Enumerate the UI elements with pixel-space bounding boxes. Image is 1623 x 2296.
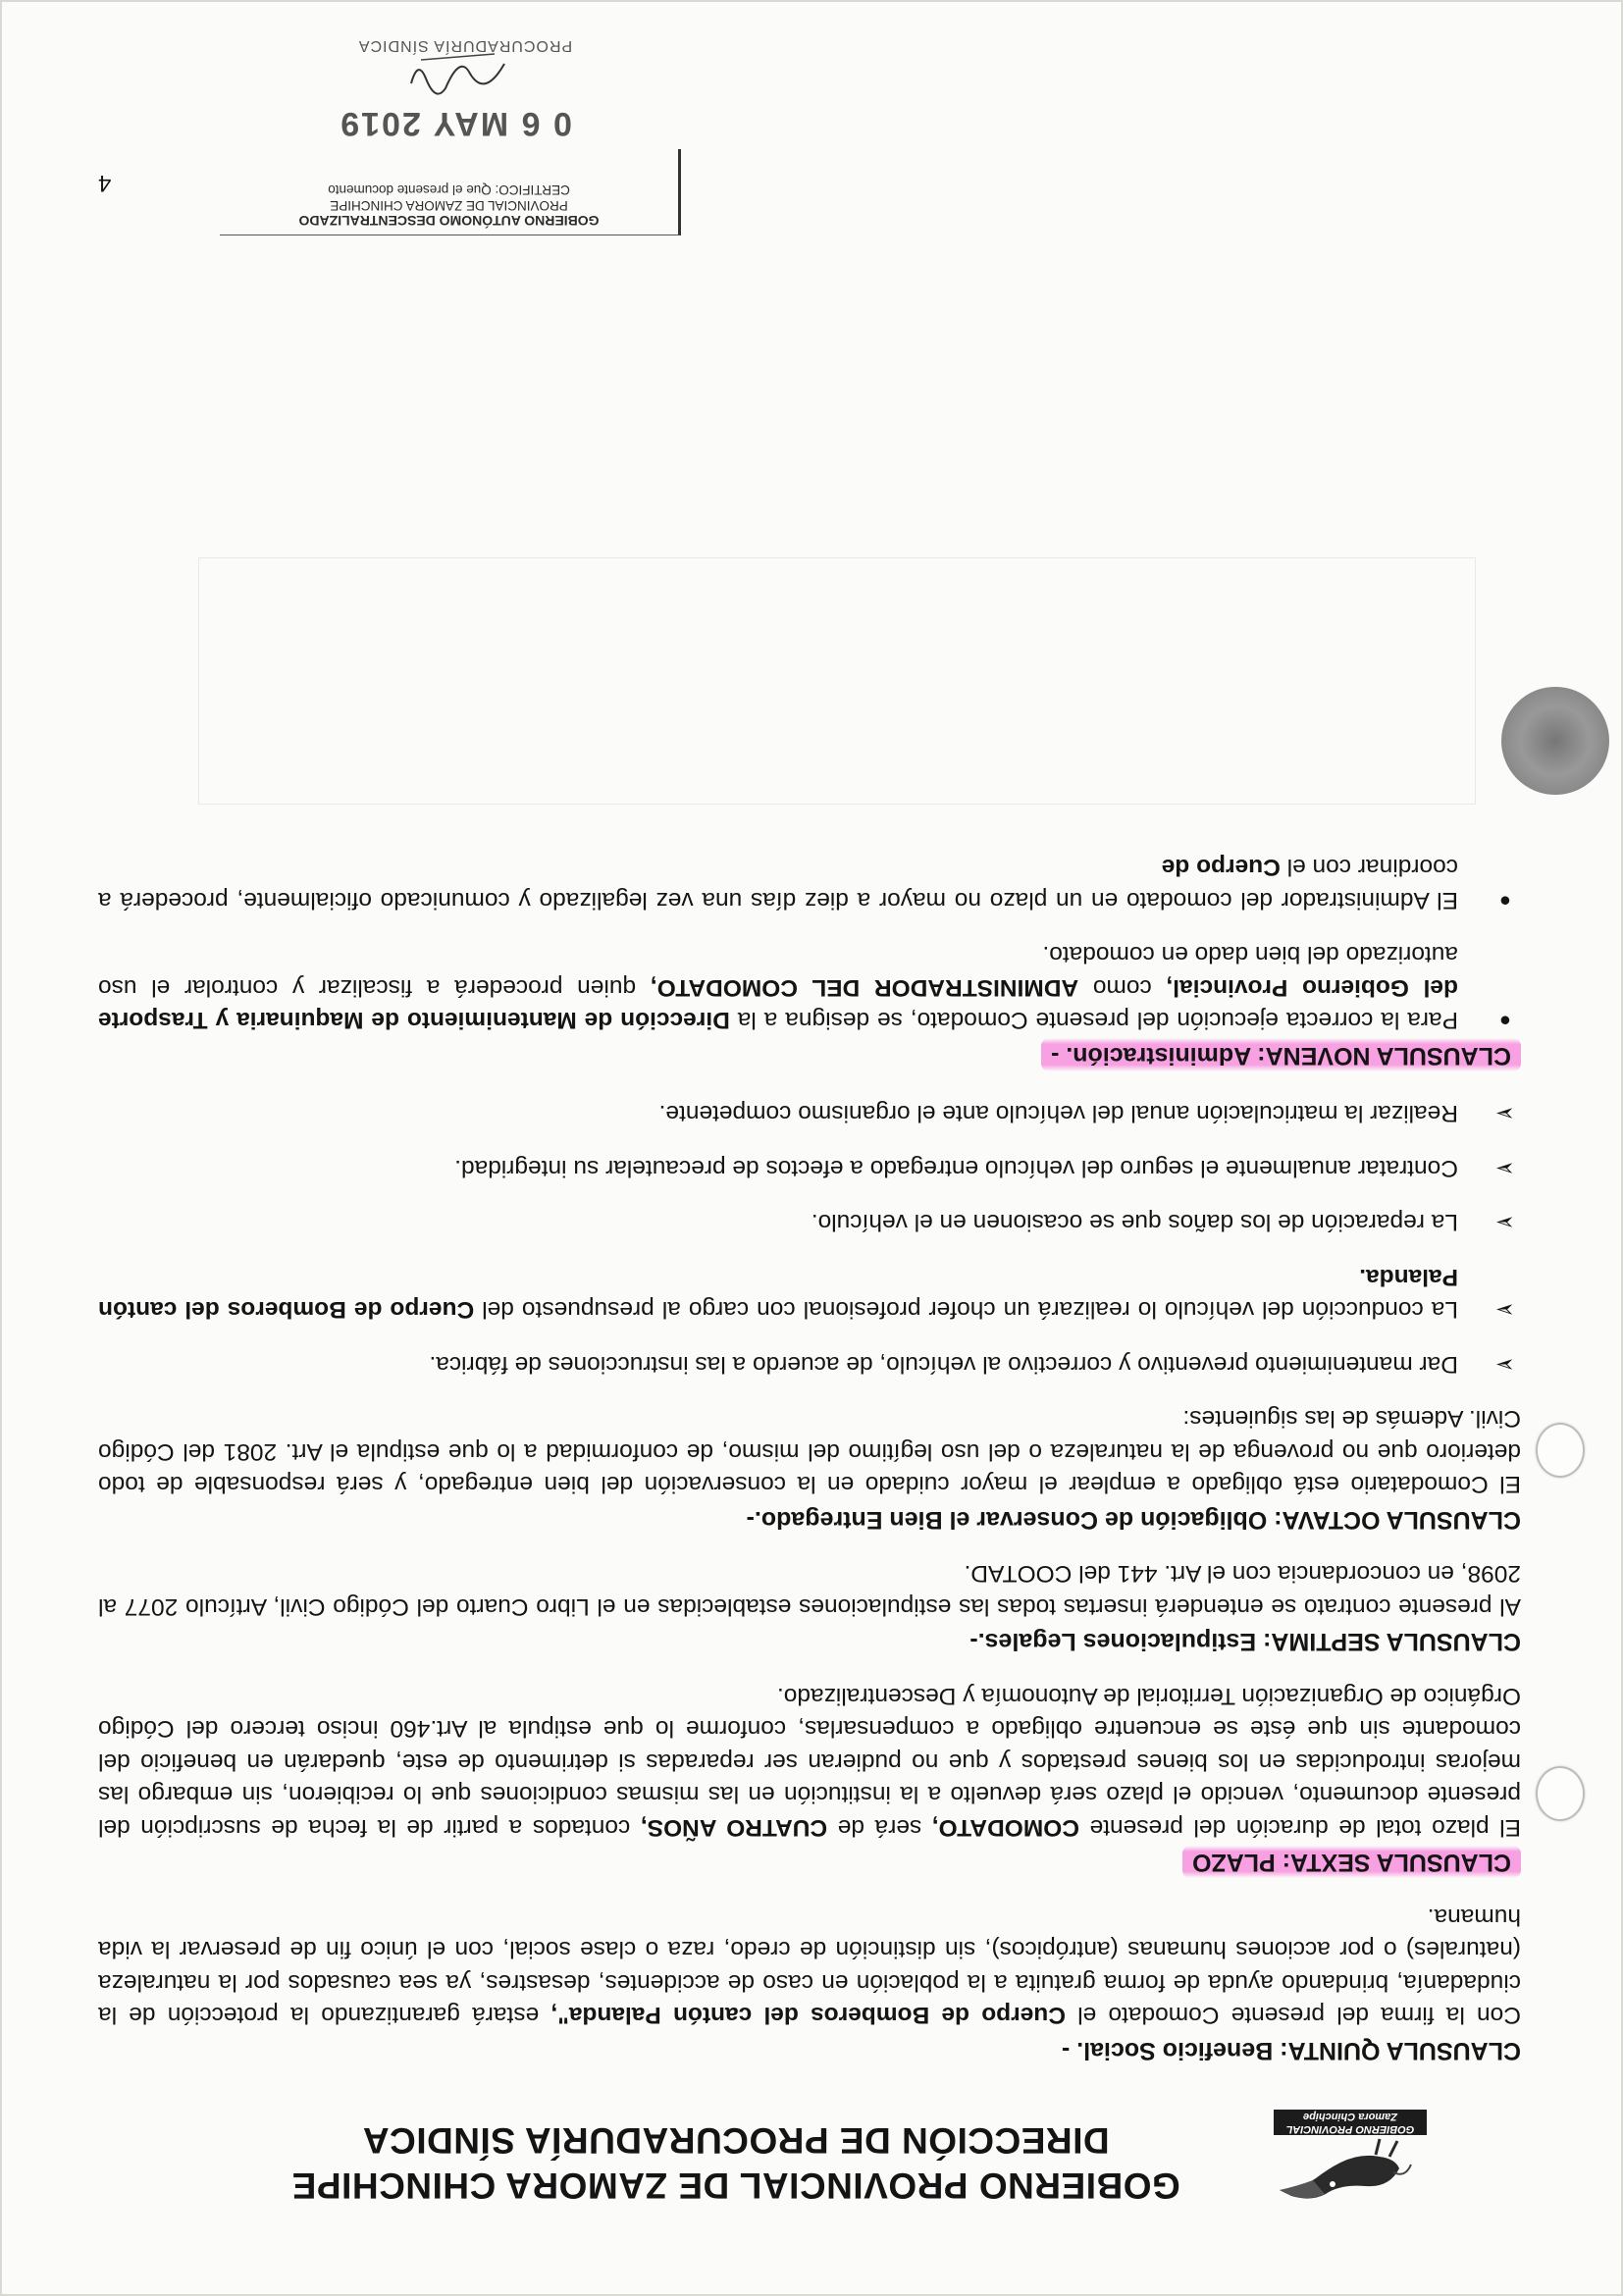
text-span: El Administrador del comodato en un plazo no mayor a diez días una vez legalizado y comunicado oficialmente, procederá a coordinar con el — [98, 854, 1458, 913]
arrowhead-bullet-icon: ➢ — [1494, 1209, 1515, 1236]
text-span: Para la correcta ejecución del presente Comodato, se designa a la — [729, 1007, 1458, 1034]
clause-septima-text: Al presente contrato se entenderá insertas todas las estipulaciones establecidas en el Libro Cuarto del Código Civil, Artículo 2077 al 2098, en concordancia con el Art. 441 del COOTAD. — [98, 1560, 1521, 1620]
bold-span: Cuerpo de Bomberos del cantón Palanda. — [98, 1264, 1458, 1324]
stamp-line-3: CERTIFICO: Que el presente documento — [328, 183, 570, 197]
arrowhead-bullet-icon: ➢ — [1494, 1351, 1515, 1378]
bold-span: Cuerpo de Bomberos del cantón Palanda", — [550, 2002, 1066, 2029]
logo-caption — [1274, 2110, 1427, 2135]
clause-septima — [98, 1557, 1521, 1658]
stamp-line-2: PROVINCIAL DE ZAMORA CHINCHIPE — [330, 198, 568, 213]
punch-hole — [1536, 1423, 1585, 1478]
list-item-text: La reparación de los daños que se ocasionen en el vehículo. — [811, 1209, 1458, 1236]
list-item — [98, 1097, 1521, 1130]
stamp-date: 0 6 MAY 2019 — [339, 105, 572, 142]
list-item — [98, 1348, 1521, 1382]
embossed-seal — [1501, 687, 1609, 795]
list-item-text: Dar mantenimiento preventivo y correctivo al vehículo, de acuerdo a las instrucciones de fábrica. — [429, 1351, 1458, 1378]
header-line-1: GOBIERNO PROVINCIAL DE ZAMORA CHINCHIPE — [291, 2166, 1180, 2206]
text-span: contados a partir de la fecha de suscripción del presente documento, vencido el plazo será devuelto a la institución en las mismas condiciones que lo recibieron, sin embargo las mejoras introducidas en los bienes prestados y que no pudieran ser reparadas si detrimento de este, quedarán en beneficio del comodante sin que éste se encuentre obligado a compensarlas, conforme lo que estipula al Art.460 inciso tercero del Código Orgánico de Organización Territorial de Autonomía y Descentralizado. — [97, 1683, 1521, 1841]
arrowhead-bullet-icon: ➢ — [1494, 1100, 1515, 1127]
text-span: quien procederá a fiscalizar y controlar el uso autorizado del bien dado en comodato. — [98, 941, 1458, 1001]
arrowhead-bullet-icon: ➢ — [1494, 1296, 1515, 1324]
certification-stamp — [220, 149, 681, 235]
bullet-icon: ● — [1498, 890, 1511, 912]
logo-caption-top: GOBIERNO PROVINCIAL — [1285, 2123, 1415, 2135]
clause-octava — [98, 1097, 1521, 1536]
text-span: como — [1078, 974, 1167, 1001]
provincial-logo — [1274, 2106, 1427, 2208]
list-item-text: Contratar anualmente el seguro del vehículo entregado a efectos de precautelar su integridad. — [454, 1155, 1458, 1181]
bold-span: CUATRO AÑOS, — [640, 1814, 828, 1841]
text-span: estará garantizando la protección de la ciudadanía, brindando ayuda de forma gratuita a la población en caso de accidentes, desastres, ya sea causados por la naturaleza (naturales) o por acciones humanas (antrópicos), sin distinción de credo, raza o clase social, con el único fin de preservar la vida humana. — [98, 1904, 1521, 2029]
list-item-text: La conducción del vehículo lo realizará un chofer profesional con cargo al presupuesto del — [474, 1296, 1458, 1324]
obligations-list — [98, 1097, 1521, 1381]
administration-list — [98, 851, 1521, 1037]
punch-hole — [1536, 1766, 1585, 1821]
list-item — [98, 1206, 1521, 1239]
document-body — [98, 851, 1521, 2066]
list-item-text: Realizar la matriculación anual del vehículo ante el organismo competente. — [658, 1100, 1458, 1127]
clause-octava-title: CLAUSULA OCTAVA: Obligación de Conservar el Bien Entregado.- — [746, 1506, 1521, 1534]
bold-span: COMODATO, — [931, 1814, 1079, 1841]
clause-septima-title: CLAUSULA SEPTIMA: Estipulaciones Legales.- — [969, 1628, 1521, 1656]
bleed-through-table — [198, 557, 1476, 805]
clause-sexta-text — [98, 1680, 1521, 1845]
stamp-top-text: PROCURADURÍA SÍNDICA — [357, 37, 573, 54]
page-number: 4 — [98, 170, 112, 196]
arrowhead-bullet-icon: ➢ — [1494, 1155, 1515, 1181]
list-item — [98, 1152, 1521, 1185]
text-span: Con la firma del presente Comodato el — [1065, 2002, 1521, 2029]
bullet-icon: ● — [1498, 1010, 1511, 1032]
letterhead — [98, 2080, 1521, 2208]
logo-caption-bottom: Zamora Chinchipe — [1303, 2111, 1397, 2122]
list-item — [98, 938, 1521, 1037]
clause-quinta-text — [98, 1901, 1521, 2032]
bold-span: Dirección de Mantenimiento de Maquinaria y Trasporte del Gobierno Provincial, — [98, 974, 1458, 1034]
list-item — [98, 1261, 1521, 1327]
text-span: será de — [827, 1814, 932, 1841]
text-span: El plazo total de duración del presente — [1078, 1814, 1521, 1841]
clause-octava-text: El Comodatario está obligado a emplear el mayor cuidado en la conservación del bien entregado, y será responsable de todo deterioro que no provenga de la naturaleza o del uso legítimo del mismo, de conformidad a lo que estipula el Art. 2081 del Código Civil. Además de las siguientes: — [98, 1405, 1521, 1498]
bold-span: ADMINISTRADOR DEL COMODATO, — [650, 974, 1079, 1001]
list-item — [98, 851, 1521, 916]
clause-quinta — [98, 1901, 1521, 2067]
clause-sexta-title: CLAUSULA SEXTA: PLAZO — [1182, 1846, 1521, 1879]
toucan-bird-icon — [1272, 2137, 1419, 2208]
bold-span: Cuerpo de — [1161, 854, 1281, 881]
clause-novena — [98, 851, 1521, 1071]
clause-quinta-title: CLAUSULA QUINTA: Beneficio Social. - — [1061, 2037, 1521, 2064]
stamp-line-1: GOBIERNO AUTÓNOMO DESCENTRALIZADO — [298, 213, 600, 229]
header-line-2: DIRECCIÓN DE PROCURADURÍA SÍNDICA — [362, 2120, 1110, 2161]
clause-sexta — [98, 1680, 1521, 1879]
clause-novena-title: CLAUSULA NOVENA: Administración. - — [1041, 1039, 1521, 1072]
